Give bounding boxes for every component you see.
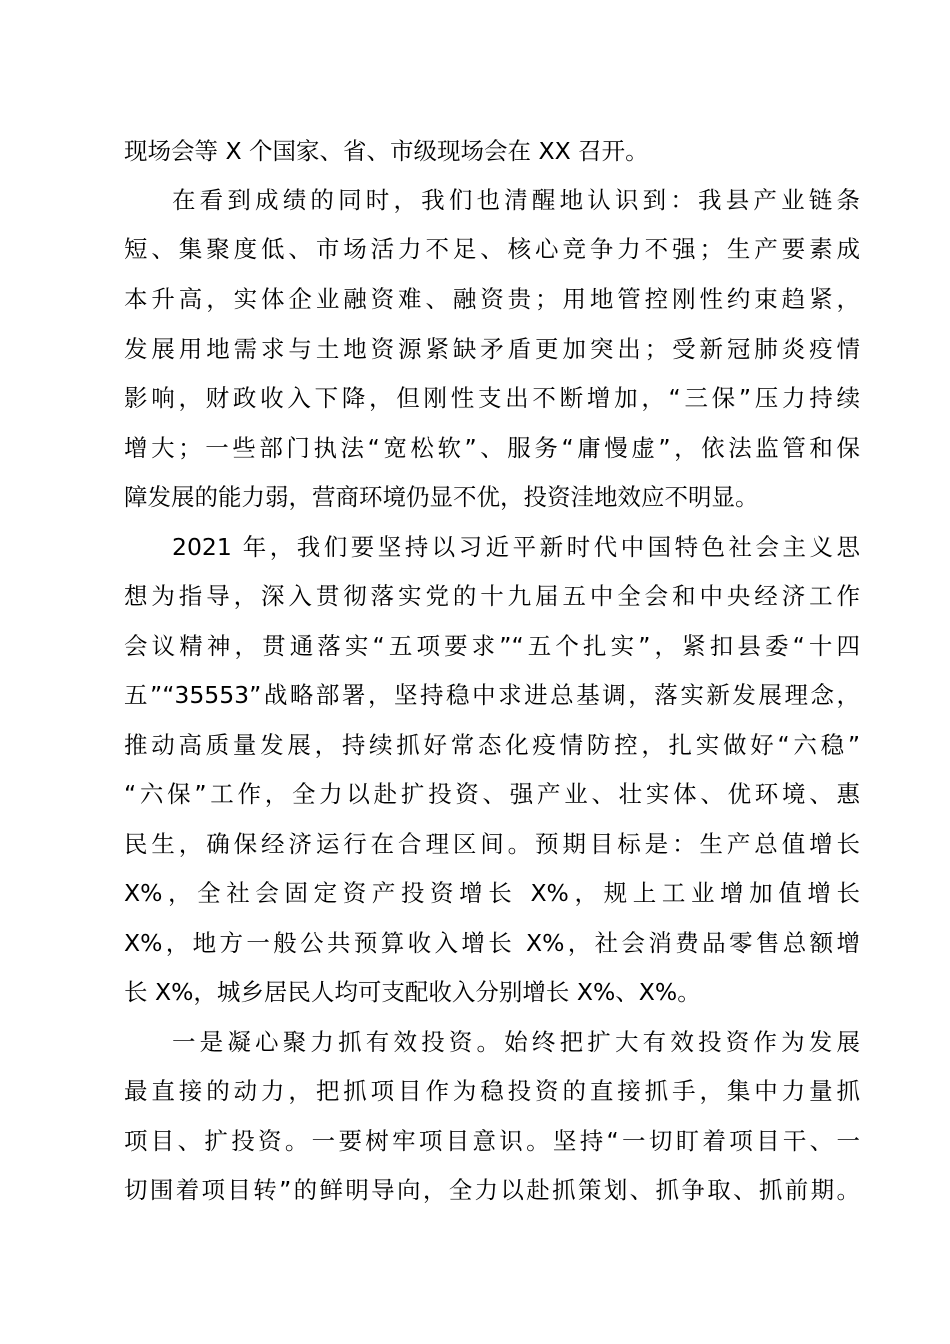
text-line: X%，全社会固定资产投资增长 X%，规上工业增加值增长 xyxy=(124,879,860,907)
text-line: 想为指导，深入贯彻落实党的十九届五中全会和中央经济工作 xyxy=(124,582,860,610)
text-line: 2021 年，我们要坚持以习近平新时代中国特色社会主义思 xyxy=(172,533,860,561)
text-line: 民生，确保经济运行在合理区间。预期目标是：生产总值增长 xyxy=(124,830,860,858)
text-line: 增大；一些部门执法“宽松软”、服务“庸慢虚”，依法监管和保 xyxy=(124,434,860,462)
text-line: 切围着项目转”的鲜明导向，全力以赴抓策划、抓争取、抓前期。 xyxy=(124,1176,860,1204)
text-line: 推动高质量发展，持续抓好常态化疫情防控，扎实做好“六稳” xyxy=(124,731,860,759)
text-line: 本升高，实体企业融资难、融资贵；用地管控刚性约束趋紧， xyxy=(124,285,860,313)
text-line: 最直接的动力，把抓项目作为稳投资的直接抓手，集中力量抓 xyxy=(124,1077,860,1105)
text-line: 五”“35553”战略部署，坚持稳中求进总基调，落实新发展理念， xyxy=(124,681,860,709)
text-line: 在看到成绩的同时，我们也清醒地认识到：我县产业链条 xyxy=(172,186,860,214)
text-line: 一是凝心聚力抓有效投资。始终把扩大有效投资作为发展 xyxy=(172,1028,860,1056)
text-line: 发展用地需求与土地资源紧缺矛盾更加突出；受新冠肺炎疫情 xyxy=(124,335,860,363)
text-line: 障发展的能力弱，营商环境仍显不优，投资洼地效应不明显。 xyxy=(124,483,759,511)
text-line: 短、集聚度低、市场活力不足、核心竞争力不强；生产要素成 xyxy=(124,235,860,263)
text-line: 影响，财政收入下降，但刚性支出不断增加，“三保”压力持续 xyxy=(124,384,860,412)
text-line: 会议精神，贯通落实“五项要求”“五个扎实”，紧扣县委“十四 xyxy=(124,632,860,660)
text-line: “六保”工作，全力以赴扩投资、强产业、壮实体、优环境、惠 xyxy=(124,780,860,808)
text-line: 项目、扩投资。一要树牢项目意识。坚持“一切盯着项目干、一 xyxy=(124,1127,860,1155)
text-line: 长 X%，城乡居民人均可支配收入分别增长 X%、X%。 xyxy=(124,978,701,1006)
text-line: X%，地方一般公共预算收入增长 X%，社会消费品零售总额增 xyxy=(124,929,860,957)
text-line: 现场会等 X 个国家、省、市级现场会在 XX 召开。 xyxy=(124,137,649,165)
